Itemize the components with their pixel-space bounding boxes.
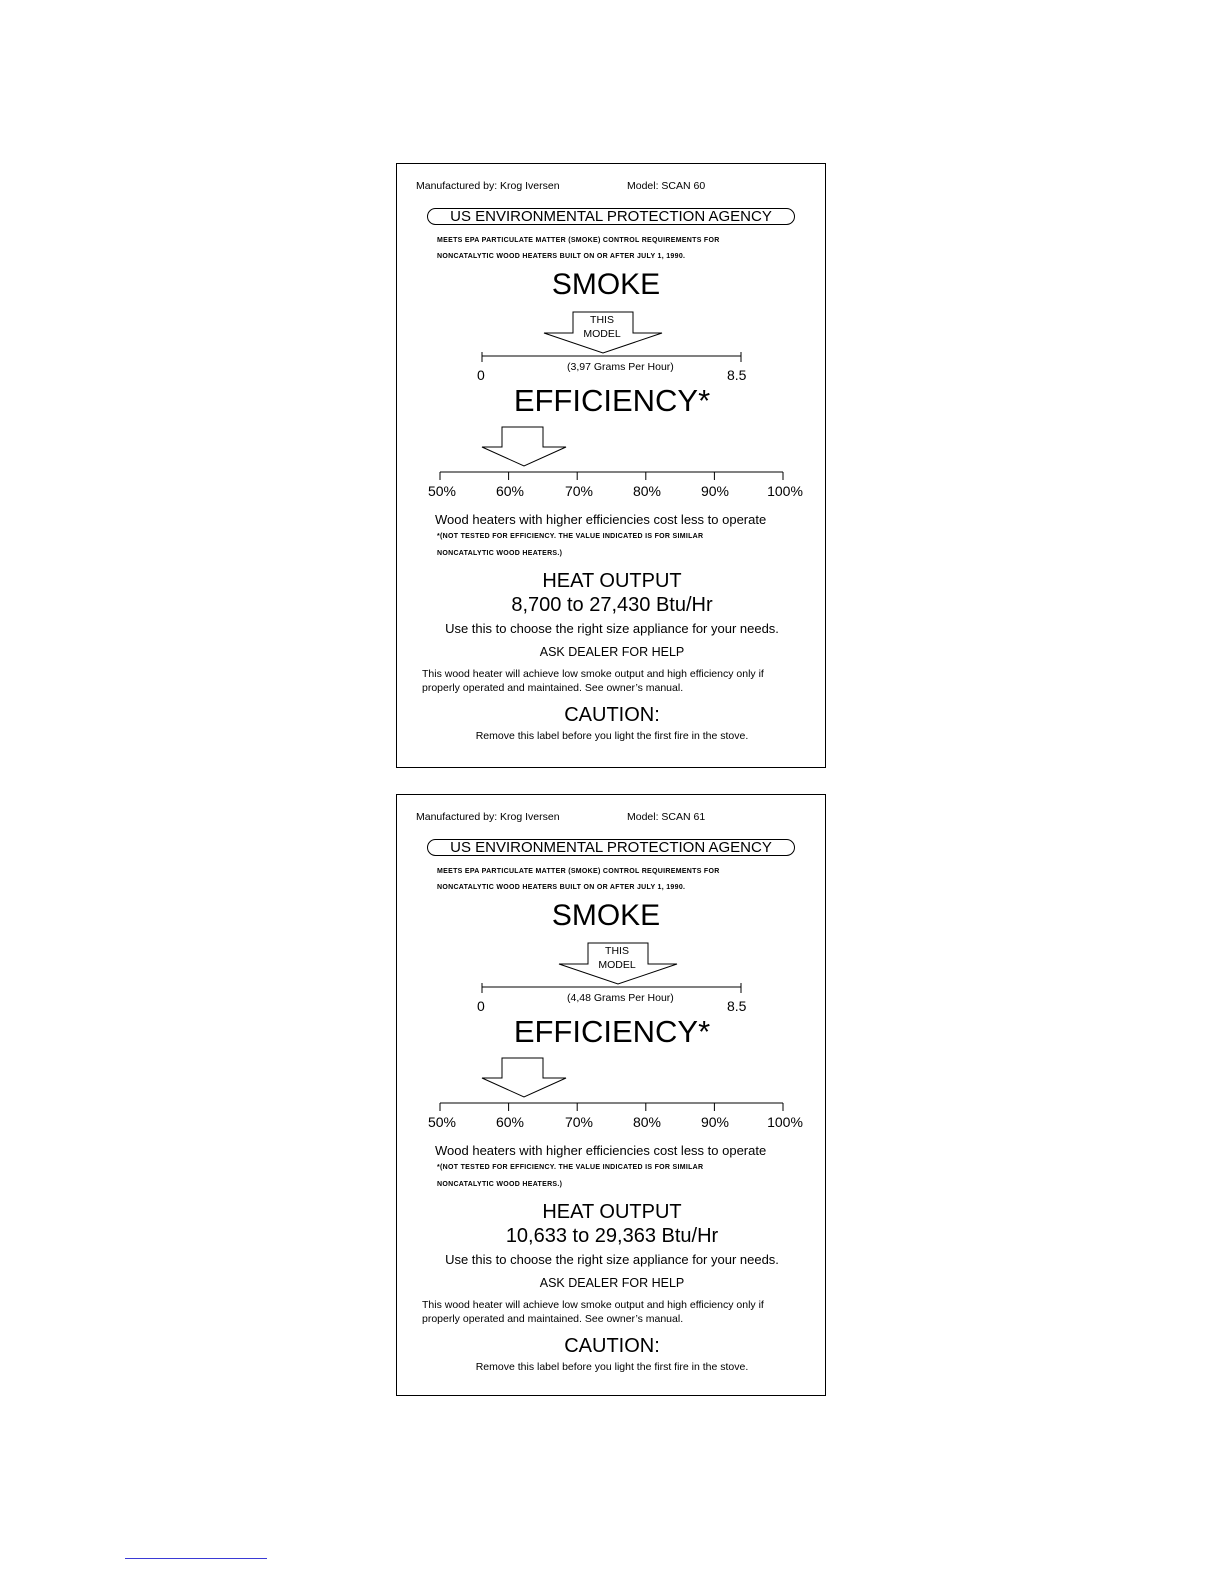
smoke-scale-max: 8.5 — [727, 998, 747, 1014]
use-text: Use this to choose the right size appliance for your needs. — [445, 1252, 779, 1267]
epa-label-scan-61 — [396, 794, 826, 1396]
efficiency-note: Wood heaters with higher efficiencies cost less to operate — [435, 1143, 767, 1158]
efficiency-tick-80: 80% — [632, 1114, 662, 1130]
achieve-text: This wood heater will achieve low smoke output and high efficiency only if properly operated and maintained. See owner’s manual. — [422, 1299, 764, 1325]
not-tested-line-1: *(NOT TESTED FOR EFFICIENCY. THE VALUE INDICATED IS FOR SIMILAR — [437, 1164, 704, 1171]
not-tested-line-1: *(NOT TESTED FOR EFFICIENCY. THE VALUE INDICATED IS FOR SIMILAR — [437, 533, 704, 540]
efficiency-tick-80: 80% — [632, 483, 662, 499]
remove-label-text: Remove this label before you light the first fire in the stove. — [475, 730, 749, 742]
heat-output-range: 10,633 to 29,363 Btu/Hr — [505, 1225, 719, 1247]
ask-dealer-text: ASK DEALER FOR HELP — [539, 1276, 685, 1290]
efficiency-tick-50: 50% — [427, 483, 457, 499]
smoke-scale-min: 0 — [477, 367, 485, 383]
agency-banner: US ENVIRONMENTAL PROTECTION AGENCY — [427, 839, 795, 856]
heat-output-title: HEAT OUTPUT — [542, 570, 682, 592]
efficiency-tick-60: 60% — [495, 1114, 525, 1130]
efficiency-scale — [439, 469, 785, 481]
remove-label-text: Remove this label before you light the first fire in the stove. — [475, 1361, 749, 1373]
arrow-line-1: THIS — [605, 945, 629, 957]
efficiency-note: Wood heaters with higher efficiencies cost less to operate — [435, 512, 767, 527]
efficiency-tick-70: 70% — [564, 483, 594, 499]
efficiency-tick-50: 50% — [427, 1114, 457, 1130]
not-tested-line-2: NONCATALYTIC WOOD HEATERS.) — [437, 1181, 563, 1188]
arrow-line-2: MODEL — [598, 959, 636, 971]
achieve-text: This wood heater will achieve low smoke output and high efficiency only if properly operated and maintained. See owner’s manual. — [422, 668, 764, 694]
model-text: Model: SCAN 60 — [627, 180, 706, 192]
model-text: Model: SCAN 61 — [627, 811, 706, 823]
this-model-text — [587, 944, 647, 972]
efficiency-tick-70: 70% — [564, 1114, 594, 1130]
efficiency-scale — [439, 1100, 785, 1112]
agency-banner: US ENVIRONMENTAL PROTECTION AGENCY — [427, 208, 795, 225]
heat-output-range: 8,700 to 27,430 Btu/Hr — [511, 594, 713, 616]
heat-output-title: HEAT OUTPUT — [542, 1201, 682, 1223]
smoke-title: SMOKE — [551, 899, 661, 932]
caution-title: CAUTION: — [564, 704, 660, 726]
ask-dealer-text: ASK DEALER FOR HELP — [539, 645, 685, 659]
use-text: Use this to choose the right size appliance for your needs. — [445, 621, 779, 636]
arrow-line-2: MODEL — [583, 328, 621, 340]
efficiency-title: EFFICIENCY* — [513, 383, 711, 418]
epa-label-scan-60 — [396, 163, 826, 768]
not-tested-line-2: NONCATALYTIC WOOD HEATERS.) — [437, 550, 563, 557]
efficiency-arrow-icon — [481, 426, 569, 468]
efficiency-tick-60: 60% — [495, 483, 525, 499]
smoke-scale-min: 0 — [477, 998, 485, 1014]
manufacturer-text: Manufactured by: Krog Iversen — [416, 180, 560, 192]
caution-title: CAUTION: — [564, 1335, 660, 1357]
manufacturer-text: Manufactured by: Krog Iversen — [416, 811, 560, 823]
requirements-line-2: NONCATALYTIC WOOD HEATERS BUILT ON OR AFTER JULY 1, 1990. — [437, 253, 686, 260]
smoke-scale-max: 8.5 — [727, 367, 747, 383]
requirements-line-1: MEETS EPA PARTICULATE MATTER (SMOKE) CONTROL REQUIREMENTS FOR — [437, 868, 720, 875]
smoke-title: SMOKE — [551, 268, 661, 301]
efficiency-title: EFFICIENCY* — [513, 1014, 711, 1049]
requirements-line-2: NONCATALYTIC WOOD HEATERS BUILT ON OR AFTER JULY 1, 1990. — [437, 884, 686, 891]
requirements-line-1: MEETS EPA PARTICULATE MATTER (SMOKE) CONTROL REQUIREMENTS FOR — [437, 237, 720, 244]
this-model-text — [572, 313, 632, 341]
arrow-line-1: THIS — [590, 314, 614, 326]
grams-per-hour: (3,97 Grams Per Hour) — [567, 361, 674, 373]
efficiency-arrow-icon — [481, 1057, 569, 1099]
efficiency-tick-100: 100% — [767, 483, 803, 499]
footnote-separator — [125, 1558, 267, 1559]
efficiency-tick-100: 100% — [767, 1114, 803, 1130]
grams-per-hour: (4,48 Grams Per Hour) — [567, 992, 674, 1004]
efficiency-tick-90: 90% — [700, 1114, 730, 1130]
efficiency-tick-90: 90% — [700, 483, 730, 499]
